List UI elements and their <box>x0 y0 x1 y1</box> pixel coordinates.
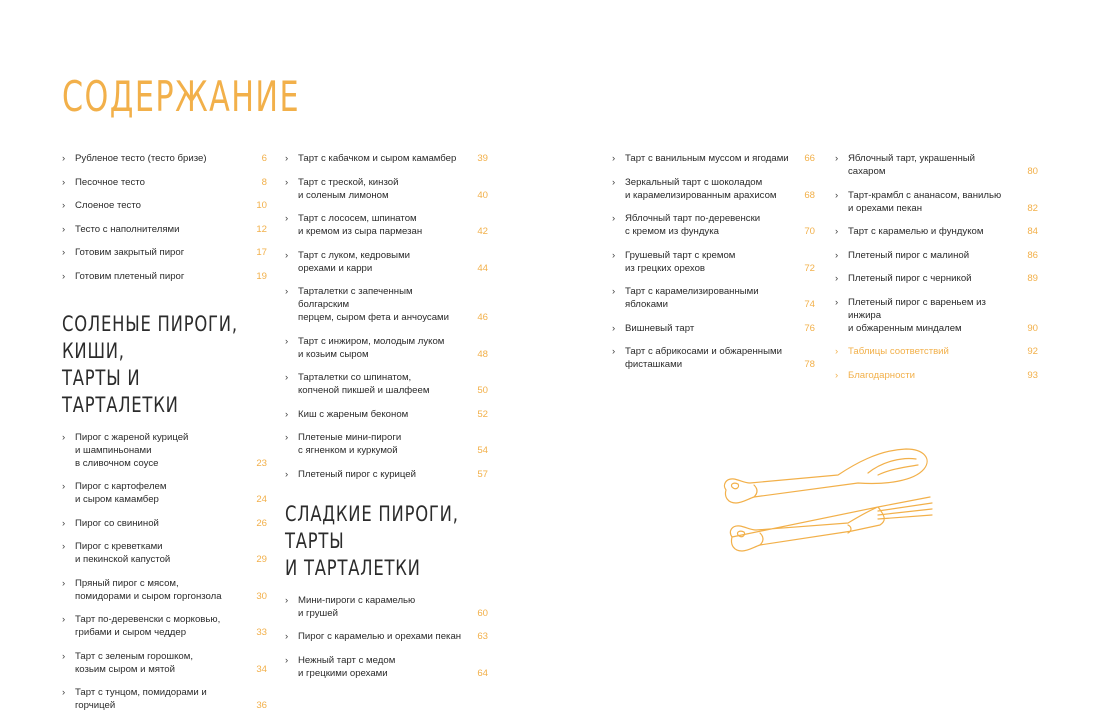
toc-entry-label: Нежный тарт с медом и грецкими орехами <box>298 654 396 679</box>
chevron-right-icon: › <box>62 247 66 258</box>
toc-entry-page-number: 52 <box>477 408 488 420</box>
toc-entry-page-number: 76 <box>804 322 815 334</box>
toc-entry-label: Тарт с карамелью и фундуком <box>848 226 984 237</box>
toc-entry-label: Пирог с креветками и пекинской капустой <box>75 541 171 565</box>
toc-entry-label: Плетеный пирог с курицей <box>298 468 416 480</box>
toc-entry-page-number: 78 <box>804 359 815 370</box>
toc-entry-label: Тарт с кабачком и сыром камамбер <box>298 153 457 164</box>
toc-entry[interactable] <box>285 594 488 620</box>
chevron-right-icon: › <box>62 200 66 211</box>
chevron-right-icon: › <box>612 213 616 224</box>
chevron-right-icon: › <box>62 270 66 282</box>
toc-entry-page-number: 8 <box>261 176 267 188</box>
toc-entry[interactable] <box>285 371 488 397</box>
toc-entry-page-number: 60 <box>477 607 488 619</box>
toc-entry-label: Тарт с треской, кинзой и соленым лимоном <box>298 176 399 201</box>
spoon-and-fork-icon <box>718 445 938 560</box>
toc-column-4 <box>835 152 1038 392</box>
toc-entry-page-number: 63 <box>477 631 488 642</box>
toc-entry[interactable] <box>612 285 815 311</box>
chevron-right-icon: › <box>835 153 839 164</box>
chevron-right-icon: › <box>612 322 616 334</box>
toc-list-savory <box>62 431 267 713</box>
toc-entry[interactable] <box>835 296 1038 335</box>
toc-entry-page-number: 17 <box>256 247 267 258</box>
toc-entry[interactable] <box>835 225 1038 238</box>
toc-entry[interactable] <box>285 468 488 481</box>
chevron-right-icon: › <box>285 408 289 420</box>
toc-entry-label: Тарт с луком, кедровыми орехами и карри <box>298 249 411 274</box>
toc-entry-label: Тарт с карамелизированными яблоками <box>625 286 759 310</box>
toc-entry-label: Тарт с инжиром, молодым луком и козьим сыром <box>298 335 445 360</box>
toc-entry[interactable] <box>62 176 267 189</box>
toc-entry[interactable] <box>612 249 815 275</box>
chevron-right-icon: › <box>612 153 616 164</box>
toc-entry-label: Тарт с зеленым горошком, козьим сыром и мятой <box>75 650 194 675</box>
chevron-right-icon: › <box>62 153 66 164</box>
toc-entry[interactable] <box>285 212 488 238</box>
toc-entry[interactable] <box>612 176 815 202</box>
chevron-right-icon: › <box>285 213 289 224</box>
toc-entry[interactable] <box>62 577 267 603</box>
chevron-right-icon: › <box>835 226 839 237</box>
toc-entry[interactable] <box>62 223 267 236</box>
toc-entry[interactable] <box>612 152 815 165</box>
toc-entry[interactable] <box>285 176 488 202</box>
toc-entry-page-number: 72 <box>804 262 815 274</box>
toc-entry-label: Пирог с карамелью и орехами пекан <box>298 631 462 642</box>
chevron-right-icon: › <box>62 223 66 235</box>
toc-entry-label: Пирог с жареной курицей и шампиньонами в сливочном соусе <box>75 431 189 469</box>
toc-entry-label: Рубленое тесто (тесто бризе) <box>75 153 207 164</box>
section-title-sweet: СЛАДКИЕ ПИРОГИ, ТАРТЫ И ТАРТАЛЕТКИ <box>285 501 459 580</box>
toc-column-2 <box>285 152 488 690</box>
toc-entry[interactable] <box>285 335 488 361</box>
toc-entry[interactable] <box>62 246 267 259</box>
chevron-right-icon: › <box>835 369 839 381</box>
toc-list-sweet <box>285 594 488 680</box>
toc-entry-page-number: 42 <box>477 226 488 237</box>
toc-entry[interactable] <box>62 431 267 470</box>
toc-entry-label: Благодарности <box>848 369 915 381</box>
toc-entry[interactable] <box>62 199 267 212</box>
toc-entry[interactable] <box>835 345 1038 358</box>
toc-entry-page-number: 84 <box>1027 226 1038 237</box>
toc-column-3 <box>612 152 815 382</box>
toc-entry-label: Тарталетки с запеченным болгарским перцем, сыром фета и анчоусами <box>298 286 449 323</box>
toc-entry-page-number: 36 <box>256 700 267 711</box>
toc-entry-page-number: 10 <box>256 200 267 211</box>
toc-entry-page-number: 90 <box>1027 322 1038 334</box>
chevron-right-icon: › <box>612 249 616 261</box>
toc-entry-page-number: 40 <box>477 189 488 201</box>
toc-entry-label: Яблочный тарт по-деревенски с кремом из фундука <box>625 213 761 237</box>
toc-entry-label: Таблицы соответствий <box>848 346 949 357</box>
toc-entry[interactable] <box>62 517 267 530</box>
toc-entry-page-number: 23 <box>256 457 267 469</box>
toc-entry[interactable] <box>62 480 267 506</box>
toc-entry-page-number: 82 <box>1027 202 1038 214</box>
toc-list-basics <box>62 152 267 283</box>
toc-entry-label: Тарт с лососем, шпинатом и кремом из сыра пармезан <box>298 213 423 237</box>
chevron-right-icon: › <box>835 296 839 308</box>
toc-entry-page-number: 66 <box>804 153 815 164</box>
section-title-savory: СОЛЕНЫЕ ПИРОГИ, КИШИ, ТАРТЫ И ТАРТАЛЕТКИ <box>62 311 238 417</box>
chevron-right-icon: › <box>285 153 289 164</box>
chevron-right-icon: › <box>285 335 289 347</box>
toc-entry-page-number: 54 <box>477 445 488 456</box>
toc-entry-page-number: 48 <box>477 348 488 360</box>
toc-entry-label: Киш с жареным беконом <box>298 408 409 420</box>
toc-entry-label: Плетеный пирог с малиной <box>848 249 970 261</box>
chevron-right-icon: › <box>612 346 616 357</box>
toc-entry-label: Плетеный пирог с черникой <box>848 273 972 284</box>
toc-entry-page-number: 6 <box>261 153 267 164</box>
toc-entry-page-number: 46 <box>477 312 488 323</box>
toc-entry-label: Яблочный тарт, украшенный сахаром <box>848 153 975 177</box>
toc-entry-label: Зеркальный тарт с шоколадом и карамелизированным арахисом <box>625 176 777 201</box>
toc-entry-label: Плетеные мини-пироги с ягненком и куркумой <box>298 432 402 456</box>
toc-entry-label: Тарт с ванильным муссом и ягодами <box>625 153 789 164</box>
toc-entry-page-number: 34 <box>256 663 267 675</box>
chevron-right-icon: › <box>285 631 289 642</box>
toc-entry[interactable] <box>285 285 488 324</box>
toc-column-1 <box>62 152 267 723</box>
toc-entry[interactable] <box>835 152 1038 178</box>
toc-entry[interactable] <box>62 270 267 283</box>
toc-entry-page-number: 19 <box>256 270 267 282</box>
toc-entry-label: Тарт с абрикосами и обжаренными фисташками <box>625 346 782 370</box>
toc-entry[interactable] <box>285 654 488 680</box>
toc-entry[interactable] <box>62 613 267 639</box>
chevron-right-icon: › <box>62 517 66 529</box>
toc-entry-label: Тесто с наполнителями <box>75 223 180 235</box>
toc-entry[interactable] <box>62 686 267 712</box>
toc-list-sweet-end <box>835 152 1038 382</box>
toc-entry[interactable] <box>612 322 815 335</box>
toc-entry-label: Тарталетки со шпинатом, копченой пикшей и шалфеем <box>298 372 430 396</box>
toc-entry-page-number: 44 <box>477 262 488 274</box>
toc-entry-page-number: 12 <box>256 223 267 235</box>
chevron-right-icon: › <box>62 481 66 492</box>
chevron-right-icon: › <box>285 594 289 606</box>
chevron-right-icon: › <box>62 687 66 698</box>
toc-entry[interactable] <box>285 408 488 421</box>
chevron-right-icon: › <box>835 346 839 357</box>
toc-entry-label: Тарт с тунцом, помидорами и горчицей <box>75 687 207 711</box>
toc-entry-page-number: 70 <box>804 226 815 237</box>
chevron-right-icon: › <box>62 431 66 443</box>
toc-entry-label: Мини-пироги с карамелью и грушей <box>298 594 416 619</box>
toc-entry-label: Пирог со свининой <box>75 517 159 529</box>
toc-entry[interactable] <box>835 189 1038 215</box>
toc-entry-label: Вишневый тарт <box>625 322 695 334</box>
toc-entry-page-number: 26 <box>256 517 267 529</box>
toc-entry[interactable] <box>612 345 815 371</box>
chevron-right-icon: › <box>835 273 839 284</box>
toc-entry-label: Готовим плетеный пирог <box>75 270 185 282</box>
toc-list-sweet-cont <box>612 152 815 371</box>
toc-entry-label: Грушевый тарт с кремом из грецких орехов <box>625 249 736 274</box>
toc-entry-page-number: 89 <box>1027 273 1038 284</box>
toc-entry-page-number: 74 <box>804 299 815 310</box>
toc-entry-label: Тарт по-деревенски с морковью, грибами и сыром чеддер <box>75 614 221 638</box>
chevron-right-icon: › <box>285 654 289 666</box>
toc-entry-label: Песочное тесто <box>75 176 145 188</box>
chevron-right-icon: › <box>285 372 289 383</box>
toc-entry[interactable] <box>835 249 1038 262</box>
chevron-right-icon: › <box>612 286 616 297</box>
toc-entry[interactable] <box>285 630 488 643</box>
toc-entry[interactable] <box>285 249 488 275</box>
chevron-right-icon: › <box>62 614 66 625</box>
chevron-right-icon: › <box>62 176 66 188</box>
toc-entry-page-number: 86 <box>1027 249 1038 261</box>
toc-entry[interactable] <box>835 369 1038 382</box>
toc-entry-label: Пирог с картофелем и сыром камамбер <box>75 481 167 505</box>
toc-entry-page-number: 30 <box>256 590 267 602</box>
toc-entry-page-number: 33 <box>256 627 267 638</box>
chevron-right-icon: › <box>285 432 289 443</box>
chevron-right-icon: › <box>285 249 289 261</box>
chevron-right-icon: › <box>285 176 289 188</box>
toc-entry-page-number: 29 <box>256 554 267 565</box>
page-title: СОДЕРЖАНИЕ <box>62 72 301 121</box>
toc-entry-label: Пряный пирог с мясом, помидорами и сыром горгонзола <box>75 577 222 602</box>
toc-entry-page-number: 64 <box>477 667 488 679</box>
chevron-right-icon: › <box>62 577 66 589</box>
toc-entry-page-number: 80 <box>1027 166 1038 177</box>
toc-entry[interactable] <box>285 152 488 165</box>
toc-entry-page-number: 93 <box>1027 369 1038 381</box>
toc-entry[interactable] <box>612 212 815 238</box>
toc-entry-page-number: 39 <box>477 153 488 164</box>
toc-entry[interactable] <box>285 431 488 457</box>
toc-entry-page-number: 68 <box>804 189 815 201</box>
chevron-right-icon: › <box>285 468 289 480</box>
toc-entry-page-number: 24 <box>256 494 267 505</box>
toc-entry-label: Тарт-крамбл с ананасом, ванилью и орехами пекан <box>848 189 1002 214</box>
chevron-right-icon: › <box>62 541 66 552</box>
toc-entry-page-number: 92 <box>1027 346 1038 357</box>
toc-entry[interactable] <box>62 650 267 676</box>
chevron-right-icon: › <box>285 286 289 297</box>
toc-list-savory-cont <box>285 152 488 481</box>
toc-entry[interactable] <box>62 540 267 566</box>
toc-entry[interactable] <box>62 152 267 165</box>
toc-entry-page-number: 50 <box>477 385 488 396</box>
toc-entry-label: Слоеное тесто <box>75 200 141 211</box>
toc-entry-page-number: 57 <box>477 468 488 480</box>
toc-entry-label: Готовим закрытый пирог <box>75 247 185 258</box>
chevron-right-icon: › <box>62 650 66 662</box>
toc-entry[interactable] <box>835 272 1038 285</box>
chevron-right-icon: › <box>612 176 616 188</box>
toc-entry-label: Плетеный пирог с вареньем из инжира и обжаренным миндалем <box>848 296 986 334</box>
chevron-right-icon: › <box>835 249 839 261</box>
chevron-right-icon: › <box>835 189 839 201</box>
